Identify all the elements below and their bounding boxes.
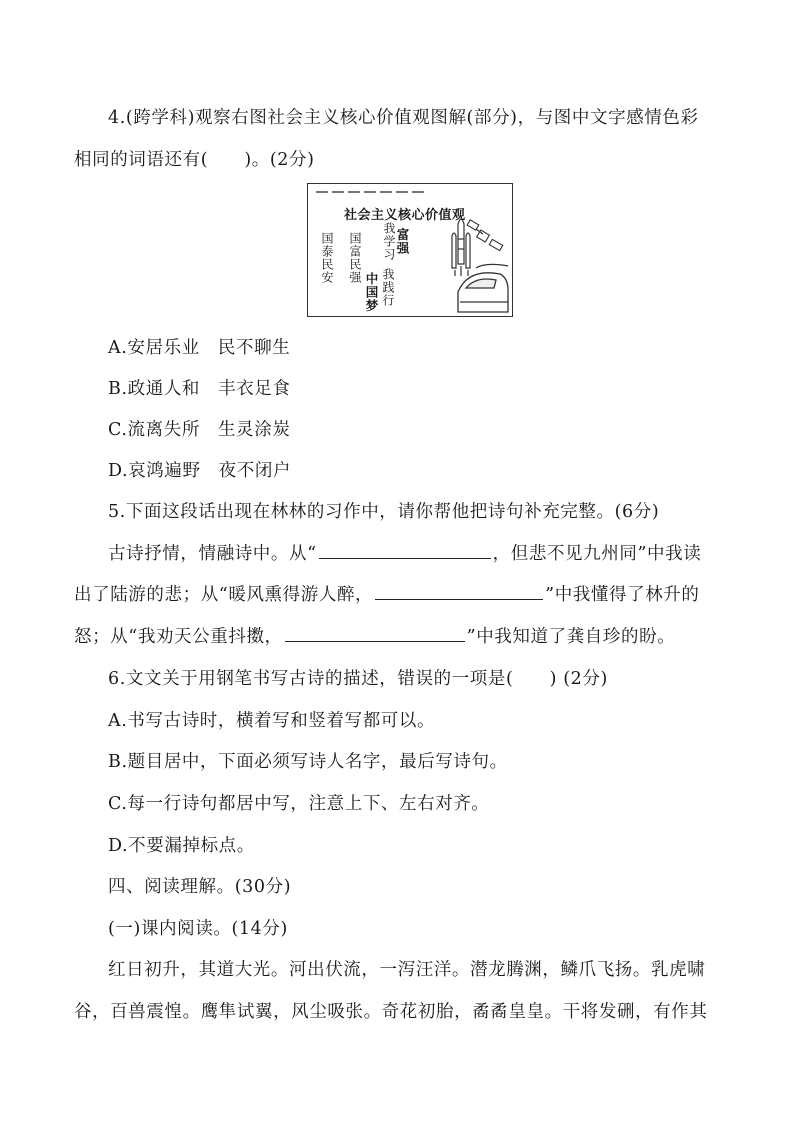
q4-option-a: A.安居乐业 民不聊生 xyxy=(108,338,291,358)
q5-p3-text-a: 怒；从“我劝天公重抖擞， xyxy=(74,627,283,647)
passage-line1: 红日初升，其道大光。河出伏流，一泻汪洋。潜龙腾渊，鳞爪飞扬。乳虎啸 xyxy=(108,960,706,980)
q5-title: 5.下面这段话出现在林林的习作中，请你帮他把诗句补充完整。(6分) xyxy=(108,502,660,522)
q5-p3-text-b: ”中我知道了龚自珍的盼。 xyxy=(466,627,676,647)
answer-blank-1[interactable] xyxy=(319,542,491,559)
q6-option-d: D.不要漏掉标点。 xyxy=(108,836,255,856)
section4-subtitle: (一)课内阅读。(14分) xyxy=(108,919,288,939)
q5-paragraph-line3 xyxy=(74,625,675,649)
satellite-icon xyxy=(467,220,503,251)
q5-paragraph-line1 xyxy=(108,542,701,566)
answer-blank-3[interactable] xyxy=(285,625,465,642)
figure-title: 社会主义核心价值观 xyxy=(344,208,466,223)
q5-p1-text-a: 古诗抒情，情融诗中。从“ xyxy=(108,544,317,564)
section4-title: 四、阅读理解。(30分) xyxy=(108,877,292,897)
q6-title: 6.文文关于用钢笔书写古诗的描述，错误的一项是( ) (2分) xyxy=(108,669,608,689)
figure-text-guofuminqiang: 国富民强 xyxy=(348,232,362,284)
q4-option-c: C.流离失所 生灵涂炭 xyxy=(108,420,291,440)
answer-blank-2[interactable] xyxy=(375,583,543,600)
passage-line2: 谷，百兽震惶。鹰隼试翼，风尘吸张。奇花初胎，矞矞皇皇。干将发硎，有作其 xyxy=(74,1002,708,1022)
q6-option-b: B.题目居中，下面必须写诗人名字，最后写诗句。 xyxy=(108,752,508,772)
q5-p1-text-b: ，但悲不见九州同”中我读 xyxy=(492,544,702,564)
q4-option-b: B.政通人和 丰衣足食 xyxy=(108,379,291,399)
q4-option-d: D.哀鸿遍野 夜不闭户 xyxy=(108,461,292,481)
q6-option-c: C.每一行诗句都居中写，注意上下、左右对齐。 xyxy=(108,794,490,814)
q4-stem-line2: 相同的词语还有( )。(2分) xyxy=(74,150,315,170)
rocket-icon xyxy=(452,219,470,276)
figure-text-guotaiminan: 国泰民安 xyxy=(320,232,334,284)
core-values-figure xyxy=(307,183,513,317)
q5-p2-text-b: ”中我懂得了林升的 xyxy=(545,585,700,605)
figure-text-woxuexi: 我学习 xyxy=(382,222,396,261)
q6-option-a: A.书写古诗时，横着写和竖着写都可以。 xyxy=(108,711,436,731)
q5-p2-text-a: 出了陆游的悲；从“暖风熏得游人醉， xyxy=(74,585,374,605)
figure-text-zhongguomeng: 中国梦 xyxy=(364,272,379,313)
figure-text-wojianxing: 我践行 xyxy=(381,268,395,307)
q5-paragraph-line2 xyxy=(74,583,700,607)
q4-stem-line1: 4.(跨学科)观察右图社会主义核心价值观图解(部分)，与图中文字感情色彩 xyxy=(108,108,699,128)
train-icon xyxy=(458,264,508,312)
figure-text-fuqiang: 富强 xyxy=(395,228,410,255)
